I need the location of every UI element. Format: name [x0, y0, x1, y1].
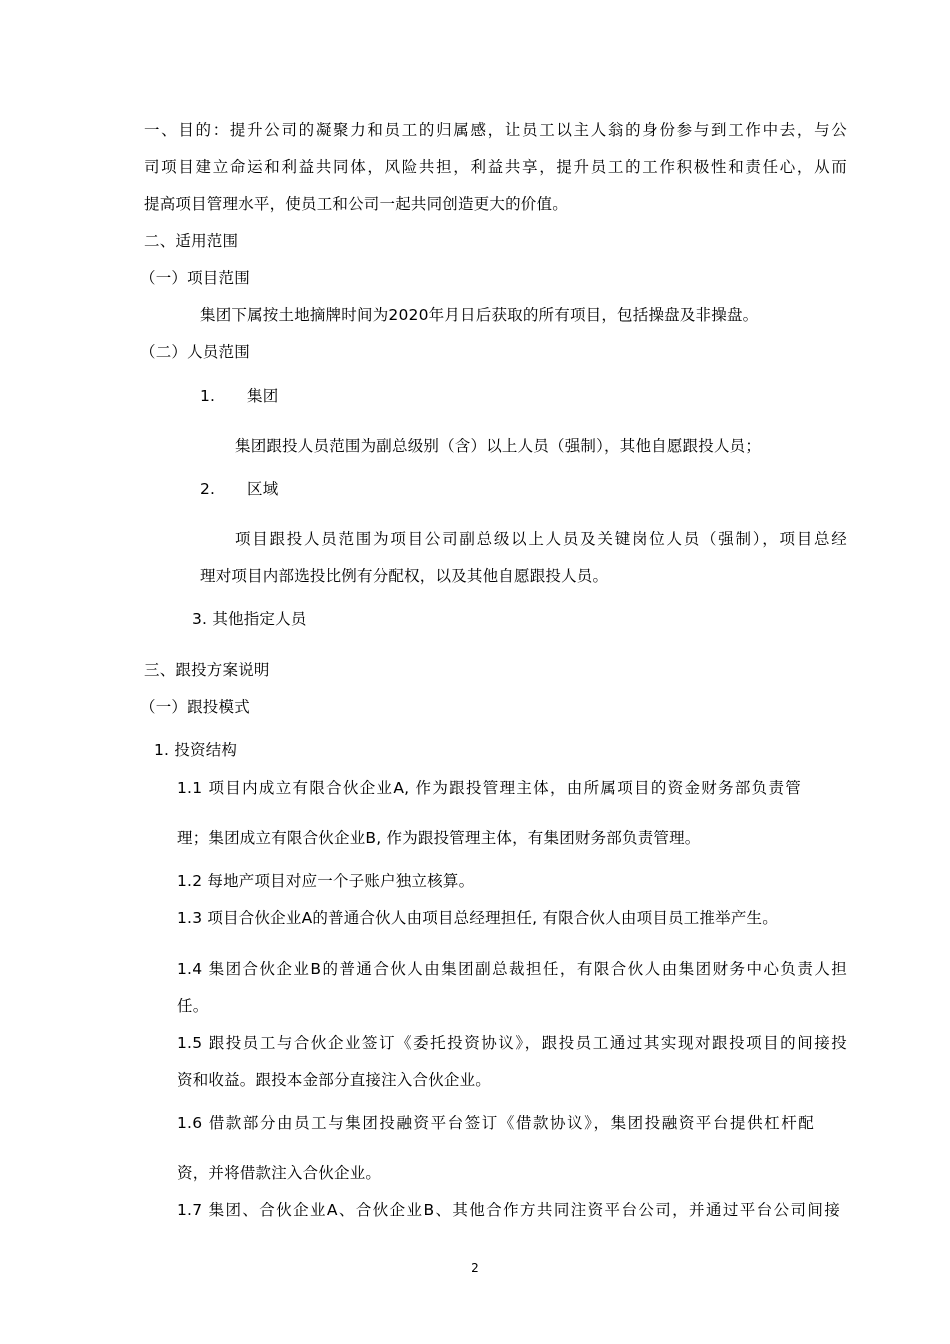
subheading-personnel-scope: （二）人员范围: [140, 343, 250, 361]
item-1-2: 1.2 每地产项目对应一个子账户独立核算。: [177, 872, 475, 890]
project-scope-text: 集团下属按土地摘牌时间为2020年月日后获取的所有项目，包括操盘及非操盘。: [200, 306, 759, 324]
item-1-4-line-2: 任。: [177, 997, 209, 1015]
region-personnel-text-line-1: 项目跟投人员范围为项目公司副总级以上人员及关键岗位人员（强制），项目总经: [235, 530, 847, 548]
list-item-other-personnel: 3. 其他指定人员: [192, 610, 307, 628]
list-item-group-title: 集团: [247, 387, 279, 405]
item-1-5-line-2: 资和收益。跟投本金部分直接注入合伙企业。: [177, 1071, 492, 1089]
item-1-1-line-2: 理；集团成立有限合伙企业B, 作为跟投管理主体，有集团财务部负责管理。: [177, 829, 701, 847]
region-personnel-text-line-2: 理对项目内部选投比例有分配权，以及其他自愿跟投人员。: [200, 567, 609, 585]
subheading-project-scope: （一）项目范围: [140, 269, 250, 287]
item-1-5-line-1: 1.5 跟投员工与合伙企业签订《委托投资协议》，跟投员工通过其实现对跟投项目的间接投: [177, 1034, 847, 1052]
item-1-6-line-2: 资，并将借款注入合伙企业。: [177, 1164, 382, 1182]
list-number-1: 1.: [200, 387, 216, 405]
subheading-investment-structure: 1. 投资结构: [154, 741, 238, 759]
item-1-1-line-1: 1.1 项目内成立有限合伙企业A, 作为跟投管理主体，由所属项目的资金财务部负责管: [177, 779, 801, 797]
paragraph-purpose-line-2: 司项目建立命运和利益共同体，风险共担，利益共享，提升员工的工作积极性和责任心，从而: [144, 158, 847, 176]
item-1-6-line-1: 1.6 借款部分由员工与集团投融资平台签订《借款协议》，集团投融资平台提供杠杆配: [177, 1114, 814, 1132]
list-item-region-title: 区域: [247, 480, 279, 498]
item-1-7-line-1: 1.7 集团、合伙企业A、合伙企业B、其他合作方共同注资平台公司，并通过平台公司间接: [177, 1201, 840, 1219]
item-1-4-line-1: 1.4 集团合伙企业B的普通合伙人由集团副总裁担任，有限合伙人由集团财务中心负责人担: [177, 960, 847, 978]
subheading-follow-investment-mode: （一）跟投模式: [140, 698, 250, 716]
page-number: 2: [471, 1261, 479, 1275]
section-heading-plan: 三、跟投方案说明: [144, 661, 270, 679]
group-personnel-text: 集团跟投人员范围为副总级别（含）以上人员（强制），其他自愿跟投人员；: [235, 437, 762, 455]
paragraph-purpose-line-3: 提高项目管理水平，使员工和公司一起共同创造更大的价值。: [144, 195, 568, 213]
paragraph-purpose-line-1: 一、目的：提升公司的凝聚力和员工的归属感，让员工以主人翁的身份参与到工作中去，与公: [144, 121, 847, 139]
item-1-3: 1.3 项目合伙企业A的普通合伙人由项目总经理担任, 有限合伙人由项目员工推举产生。: [177, 909, 778, 927]
list-number-2: 2.: [200, 480, 216, 498]
section-heading-scope: 二、适用范围: [144, 232, 239, 250]
